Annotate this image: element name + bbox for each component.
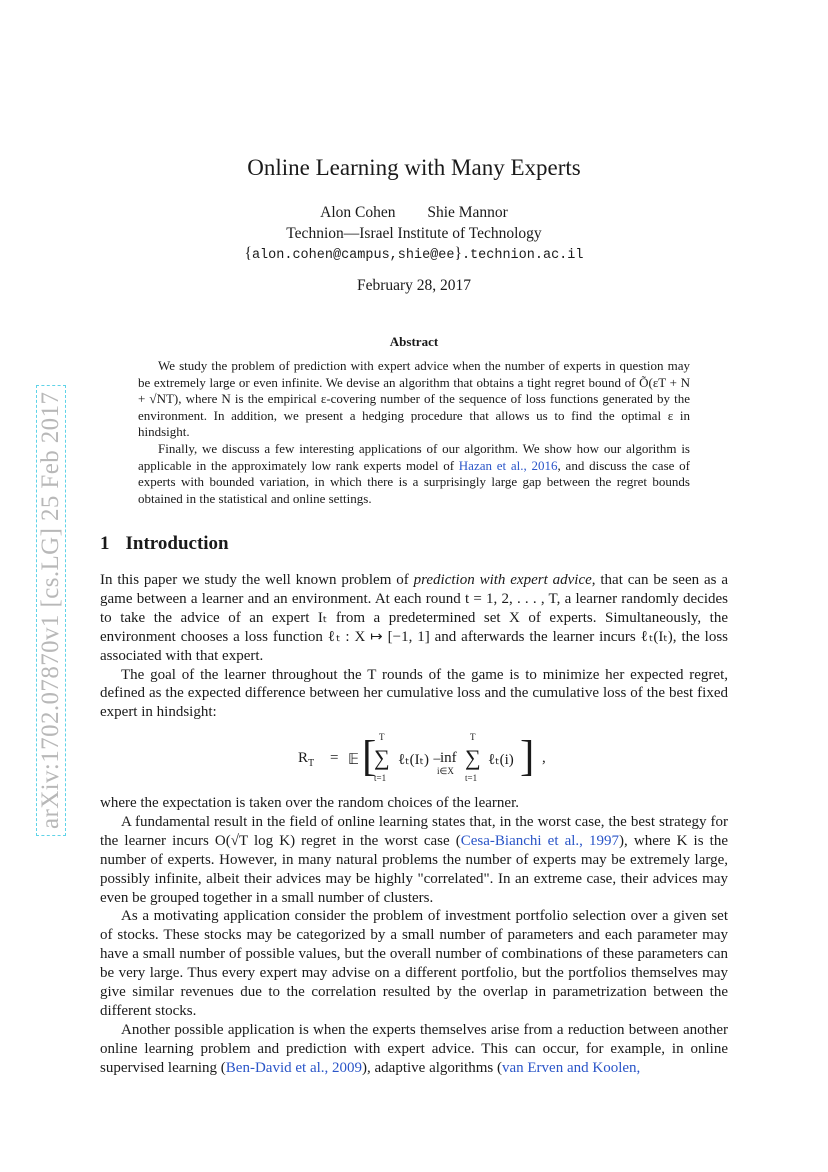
eq-sum-upper: T: [470, 732, 476, 742]
intro-text-top: [100, 571, 728, 722]
eq-lhs: $R_T$: [298, 750, 315, 769]
author-list: [0, 204, 828, 222]
paper-title: Online Learning with Many Experts: [247, 155, 581, 180]
eq-equals: =: [330, 750, 339, 766]
email-users: alon.cohen@campus,shie@ee: [251, 248, 455, 263]
eq-sum-lower: t=1: [374, 773, 387, 783]
section-title: Introduction: [125, 533, 229, 554]
brace-close: }: [454, 245, 462, 262]
eq-sum: ∑: [374, 745, 390, 770]
arxiv-stamp: arXiv:1702.07870v1 [cs.LG] 25 Feb 2017: [36, 385, 66, 836]
eq-inf-sub: i∈X: [437, 766, 454, 776]
body-paragraph: As a motivating application consider the problem of investment portfolio selection over a given set of stocks. These stocks may be categorized by a small number of parameters and each parameter may have a small number of possible values, but the overall number of combinations of these parameters can be very large. Thus every expert may advise on a different portfolio, but the portfolios themselves may give similar revenues due to the correlation resulted by the overlap in parametrization between the different stocks.: [100, 908, 728, 1019]
email-domain: .technion.ac.il: [461, 248, 584, 263]
affiliation: Technion—Israel Institute of Technology: [286, 225, 542, 242]
eq-inf: inf: [440, 750, 457, 766]
author-name: Alon Cohen: [320, 204, 396, 221]
abstract-body: [138, 358, 690, 507]
abstract-paragraph: Finally, we discuss a few interesting applications of our algorithm. We show how our algorithm is applicable in the approximately low rank experts model of Hazan et al., 2016, and discuss the case of experts with bounded variation, in which there is a surprisingly large gap between the regret bounds obtained in the statistical and online settings.: [138, 440, 690, 506]
eq-sum-upper: T: [379, 732, 385, 742]
brace-open: {: [244, 245, 252, 262]
eq-term2: ℓₜ(i): [488, 752, 514, 768]
citation-link[interactable]: Ben-David et al., 2009: [225, 1059, 363, 1076]
emphasis: prediction with expert advice: [413, 572, 592, 588]
body-paragraph: In this paper we study the well known problem of prediction with expert advice, that can be seen as a game between a learner and an environment. At each round t = 1, 2, . . . , T, a learner randomly decides to take the advice of an expert Iₜ from a predetermined set X of experts. Simultaneously, the environment chooses a loss function ℓₜ : X ↦ [−1, 1] and afterwards the learner incurs ℓₜ(Iₜ), the loss associated with that expert.: [100, 572, 728, 664]
citation-link[interactable]: Cesa-Bianchi et al., 1997: [460, 832, 620, 849]
intro-text-bottom: [100, 794, 728, 1078]
abstract-paragraph: We study the problem of prediction with expert advice when the number of experts in question may be extremely large or even infinite. We devise an algorithm that obtains a tight regret bound of Õ(εT + N + √NT), where N is the empirical ε-covering number of the sequence of loss functions generated by the environment. In addition, we present a hedging procedure that allows us to find the optimal ε in hindsight.: [138, 358, 691, 440]
body-paragraph: Another possible application is when the experts themselves arise from a reduction between another online learning problem and prediction with expert advice. This can occur, for example, in online supervised learning (Ben-David et al., 2009), adaptive algorithms (van Erven and Koolen,: [100, 1021, 728, 1076]
eq-sum: ∑: [465, 745, 481, 770]
regret-equation: [298, 732, 558, 783]
author-emails: [0, 245, 828, 263]
body-paragraph: A fundamental result in the field of online learning states that, in the worst case, the best strategy for the learner incurs O(√T log K) regret in the worst case (Cesa-Bianchi et al., 1997), where K is the number of experts. However, in many natural problems the number of experts may be extremely large, possibly infinite, albeit their advices may be highly "correlated". In an extreme case, their advices may even be grouped together in a small number of clusters.: [100, 813, 728, 906]
section-heading: [100, 533, 229, 555]
eq-sum-lower: t=1: [465, 773, 478, 783]
citation-link[interactable]: van Erven and Koolen,: [501, 1059, 641, 1076]
abstract-heading: Abstract: [389, 334, 439, 349]
body-paragraph: where the expectation is taken over the random choices of the learner.: [100, 795, 519, 811]
eq-term1: ℓₜ(Iₜ) −: [398, 752, 442, 768]
body-paragraph: The goal of the learner throughout the T rounds of the game is to minimize her expected regret, defined as the expected difference between her cumulative loss and the cumulative loss of the best fixed expert in hindsight:: [100, 666, 728, 721]
author-name: Shie Mannor: [427, 204, 508, 221]
eq-expectation: 𝔼: [348, 752, 359, 768]
citation-link[interactable]: Hazan et al., 2016: [458, 457, 558, 473]
eq-bracket-close: ]: [520, 733, 535, 780]
section-number: 1: [100, 533, 110, 554]
eq-bracket-open: [: [362, 733, 377, 780]
math-inline: Õ(εT + N + √NT): [138, 374, 690, 407]
eq-trailing-comma: ,: [542, 750, 546, 766]
paper-date: February 28, 2017: [356, 277, 472, 294]
